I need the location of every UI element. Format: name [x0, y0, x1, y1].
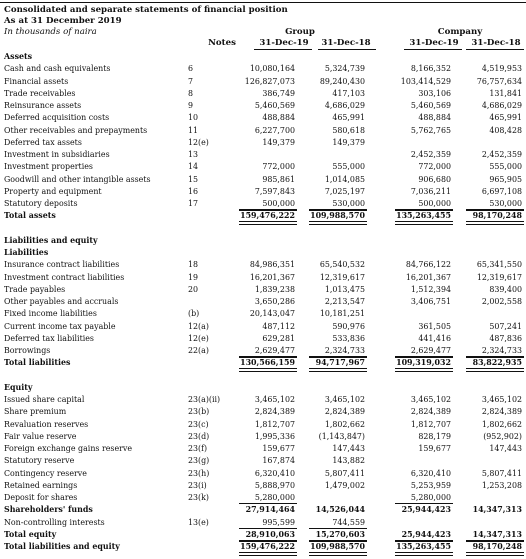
double-underline	[309, 552, 367, 556]
note-reference: 23(g)	[188, 456, 210, 466]
amount-cell: 6,227,700	[254, 125, 295, 135]
row-label: Deferred tax assets	[4, 137, 82, 147]
amount-cell: 5,807,411	[324, 468, 365, 478]
note-reference: 23(i)	[188, 480, 207, 490]
amount-cell: 76,757,634	[476, 76, 522, 86]
amount-cell: 5,762,765	[410, 125, 451, 135]
amount-cell: 5,460,569	[410, 101, 451, 110]
amount-cell: 14,347,313	[472, 505, 522, 515]
note-reference: 23(a)(ii)	[188, 395, 221, 404]
amount-cell: 2,452,359	[410, 150, 451, 159]
table-row	[0, 432, 526, 442]
total-row	[0, 505, 526, 515]
amount-cell: 25,944,423	[401, 505, 451, 515]
amount-cell: 1,802,662	[481, 419, 522, 429]
amount-cell: 131,841	[489, 88, 522, 98]
amount-cell: 2,824,389	[481, 407, 522, 417]
row-label: Retained earnings	[4, 480, 78, 490]
amount-cell: 985,861	[262, 174, 295, 184]
row-label: Current income tax payable	[4, 321, 116, 331]
amount-cell: 772,000	[262, 162, 295, 172]
row-label: Total liabilities	[4, 358, 71, 368]
amount-cell: 4,686,029	[481, 101, 522, 110]
note-reference: 12(e)	[188, 333, 209, 343]
table-row	[0, 444, 526, 454]
row-label: Equity	[4, 382, 33, 392]
header-rule-4	[466, 49, 524, 50]
amount-cell: 7,025,197	[324, 186, 365, 196]
row-label: Statutory deposits	[4, 199, 78, 208]
amount-cell: 12,319,617	[319, 272, 365, 282]
amount-cell: 10,181,251	[319, 309, 365, 319]
subtotal-rule	[239, 503, 297, 504]
table-row	[0, 113, 526, 123]
amount-cell: 408,428	[489, 125, 522, 135]
row-label: Revaluation reserves	[4, 419, 89, 429]
row-label: Statutory reserve	[4, 456, 75, 466]
row-label: Borrowings	[4, 346, 51, 355]
total-rule	[466, 357, 524, 358]
amount-cell: 14,526,044	[315, 505, 365, 515]
amount-cell: 487,112	[262, 321, 295, 331]
amount-cell: 2,452,359	[481, 150, 522, 159]
amount-cell: 488,884	[418, 113, 451, 123]
amount-cell: 965,905	[489, 174, 522, 184]
amount-cell: 94,717,967	[315, 358, 365, 368]
amount-cell: 130,566,159	[240, 358, 295, 368]
amount-cell: 25,944,423	[401, 529, 451, 539]
total-rule	[309, 541, 367, 542]
row-label: Goodwill and other intangible assets	[4, 174, 151, 184]
table-row	[0, 493, 526, 503]
amount-cell: 2,629,477	[410, 346, 451, 355]
amount-cell: 2,824,389	[254, 407, 295, 417]
currency-note: In thousands of naira	[4, 27, 97, 37]
amount-cell: 98,170,248	[472, 211, 522, 221]
amount-cell: 147,443	[489, 444, 522, 453]
row-label: Assets	[4, 52, 33, 61]
amount-cell: 8,166,352	[410, 64, 451, 74]
amount-cell: 135,263,455	[396, 542, 451, 551]
amount-cell: 2,002,558	[481, 297, 522, 306]
amount-cell: 109,319,032	[396, 358, 451, 368]
amount-cell: 1,013,475	[324, 284, 365, 294]
note-reference: 13(e)	[188, 517, 209, 527]
company-header: Company	[437, 27, 483, 37]
amount-cell: 6,320,410	[410, 468, 451, 478]
total-row	[0, 530, 526, 540]
amount-cell: 16,201,367	[405, 272, 451, 282]
amount-cell: 3,465,102	[324, 395, 365, 404]
amount-cell: 555,000	[332, 162, 365, 172]
amount-cell: 65,341,550	[476, 260, 522, 270]
amount-cell: 126,827,073	[244, 76, 295, 86]
amount-cell: 14,347,313	[472, 529, 522, 539]
total-rule	[466, 210, 524, 211]
amount-cell: 906,680	[418, 174, 451, 184]
row-label: Issued share capital	[4, 395, 85, 404]
amount-cell: 3,650,286	[254, 297, 295, 306]
row-label: Deposit for shares	[4, 493, 78, 502]
amount-cell: 15,270,603	[315, 529, 365, 539]
amount-cell: 1,479,002	[324, 480, 365, 490]
amount-cell: 159,677	[418, 444, 451, 453]
amount-cell: 135,263,455	[396, 211, 451, 221]
row-label: Property and equipment	[4, 186, 102, 196]
amount-cell: 149,379	[332, 137, 365, 147]
table-row	[0, 518, 526, 528]
double-underline	[466, 552, 524, 556]
amount-cell: 1,812,707	[410, 419, 451, 429]
note-reference: 12(a)	[188, 321, 209, 331]
amount-cell: 1,802,662	[324, 419, 365, 429]
row-label: Trade receivables	[4, 88, 76, 98]
amount-cell: 417,103	[332, 88, 365, 98]
amount-cell: 12,319,617	[476, 272, 522, 282]
amount-cell: 83,822,935	[472, 358, 522, 368]
double-underline	[395, 552, 453, 556]
spacer-row	[0, 371, 526, 381]
amount-cell: 84,766,122	[405, 260, 451, 270]
note-reference: 14	[188, 162, 199, 172]
note-reference: 23(f)	[188, 444, 208, 453]
double-underline	[239, 552, 297, 556]
amount-cell: 1,014,085	[324, 174, 365, 184]
amount-cell: 5,280,000	[254, 493, 295, 502]
amount-cell: 159,476,222	[240, 542, 295, 551]
note-reference: 22(a)	[188, 346, 209, 355]
amount-cell: 5,807,411	[481, 468, 522, 478]
amount-cell: 28,910,063	[245, 529, 295, 539]
amount-cell: 3,465,102	[254, 395, 295, 404]
section-heading	[0, 383, 526, 393]
amount-cell: 2,213,547	[324, 297, 365, 306]
row-label: Total assets	[4, 211, 56, 221]
amount-cell: 20,143,047	[249, 309, 295, 319]
table-row	[0, 273, 526, 283]
total-rule	[239, 210, 297, 211]
note-reference: 8	[188, 88, 194, 98]
amount-cell: 580,618	[332, 125, 365, 135]
table-row	[0, 126, 526, 136]
company-2019-header: 31-Dec-19	[409, 38, 459, 48]
amount-cell: 7,036,211	[410, 186, 451, 196]
row-label: Contingency reserve	[4, 468, 87, 478]
amount-cell: 65,540,532	[319, 260, 365, 270]
amount-cell: 7,597,843	[254, 186, 295, 196]
row-label: Trade payables	[4, 284, 66, 294]
total-rule	[466, 541, 524, 542]
statement-title: Consolidated and separate statements of financial position	[4, 5, 288, 15]
amount-cell: 488,884	[262, 113, 295, 123]
total-rule	[395, 210, 453, 211]
note-reference: 19	[188, 272, 199, 282]
row-label: Insurance contract liabilities	[4, 260, 120, 270]
amount-cell: 590,976	[332, 321, 365, 331]
amount-cell: 27,914,464	[245, 505, 295, 515]
amount-cell: 507,241	[489, 321, 522, 331]
amount-cell: 10,080,164	[249, 64, 295, 74]
total-row	[0, 358, 526, 368]
note-reference: 16	[188, 186, 199, 196]
row-label: Shareholders' funds	[4, 505, 93, 515]
subtotal-rule	[239, 528, 297, 529]
row-label: Liabilities and equity	[4, 235, 98, 245]
amount-cell: 303,106	[418, 88, 451, 98]
row-label: Total liabilities and equity	[4, 542, 120, 551]
amount-cell: 530,000	[332, 199, 365, 208]
amount-cell: 5,888,970	[254, 480, 295, 490]
total-rule	[395, 541, 453, 542]
row-label: Investment properties	[4, 162, 93, 172]
row-label: Fair value reserve	[4, 431, 77, 441]
total-rule	[239, 541, 297, 542]
note-reference: 23(k)	[188, 493, 209, 502]
amount-cell: 109,988,570	[310, 211, 365, 221]
amount-cell: 6,697,108	[481, 186, 522, 196]
table-row	[0, 175, 526, 185]
amount-cell: 1,253,208	[481, 480, 522, 490]
total-row	[0, 211, 526, 221]
row-label: Reinsurance assets	[4, 101, 82, 110]
note-reference: (b)	[188, 309, 200, 319]
table-row	[0, 322, 526, 332]
amount-cell: 3,465,102	[410, 395, 451, 404]
row-label: Deferred tax liabilities	[4, 333, 94, 343]
amount-cell: 5,324,739	[324, 64, 365, 74]
amount-cell: 441,416	[418, 333, 451, 343]
row-label: Financial assets	[4, 76, 69, 86]
row-label: Deferred acquisition costs	[4, 113, 110, 123]
amount-cell: 995,599	[262, 517, 295, 527]
header-rule-3	[404, 49, 462, 50]
table-row	[0, 334, 526, 344]
amount-cell: 6,320,410	[254, 468, 295, 478]
row-label: Fixed income liabilities	[4, 309, 97, 319]
table-row	[0, 420, 526, 430]
amount-cell: 3,465,102	[481, 395, 522, 404]
table-row	[0, 297, 526, 307]
amount-cell: 1,812,707	[254, 419, 295, 429]
note-reference: 12(e)	[188, 137, 209, 147]
amount-cell: 159,476,222	[240, 211, 295, 221]
amount-cell: 465,991	[332, 113, 365, 123]
amount-cell: 1,512,394	[410, 284, 451, 294]
amount-cell: 159,677	[262, 444, 295, 453]
amount-cell: 2,324,733	[481, 346, 522, 355]
note-reference: 23(c)	[188, 419, 209, 429]
note-reference: 23(h)	[188, 468, 210, 478]
amount-cell: 386,749	[262, 88, 295, 98]
table-row	[0, 150, 526, 160]
amount-cell: 2,824,389	[324, 407, 365, 417]
table-row	[0, 77, 526, 87]
table-row	[0, 64, 526, 74]
amount-cell: 2,629,477	[254, 346, 295, 355]
row-label: Cash and cash equivalents	[4, 64, 111, 74]
amount-cell: 828,179	[418, 431, 451, 441]
table-row	[0, 456, 526, 466]
note-reference: 15	[188, 174, 199, 184]
table-row	[0, 346, 526, 356]
row-label: Share premium	[4, 407, 67, 417]
row-label: Investment contract liabilities	[4, 272, 125, 282]
row-label: Non-controlling interests	[4, 517, 105, 527]
table-row	[0, 285, 526, 295]
amount-cell: 1,839,238	[254, 284, 295, 294]
amount-cell: 361,505	[418, 321, 451, 331]
amount-cell: 1,995,336	[254, 431, 295, 441]
amount-cell: 465,991	[489, 113, 522, 123]
spacer-row	[0, 224, 526, 234]
row-label: Liabilities	[4, 248, 49, 257]
table-row	[0, 199, 526, 209]
amount-cell: 4,686,029	[324, 101, 365, 110]
amount-cell: 109,988,570	[310, 542, 365, 551]
amount-cell: 98,170,248	[472, 542, 522, 551]
table-row	[0, 138, 526, 148]
note-reference: 23(d)	[188, 431, 210, 441]
notes-header: Notes	[208, 38, 236, 48]
amount-cell: 16,201,367	[249, 272, 295, 282]
table-row	[0, 101, 526, 111]
table-row	[0, 469, 526, 479]
amount-cell: 629,281	[262, 333, 295, 343]
table-row	[0, 309, 526, 319]
amount-cell: 149,379	[262, 137, 295, 147]
amount-cell: 839,400	[489, 284, 522, 294]
group-2018-header: 31-Dec-18	[321, 38, 371, 48]
amount-cell: 5,460,569	[254, 101, 295, 110]
table-row	[0, 260, 526, 270]
header-rule-1	[254, 49, 312, 50]
note-reference: 9	[188, 101, 194, 110]
note-reference: 13	[188, 150, 199, 159]
amount-cell: 487,836	[489, 333, 522, 343]
section-heading	[0, 248, 526, 258]
total-rule	[309, 210, 367, 211]
amount-cell: 530,000	[489, 199, 522, 208]
table-row	[0, 407, 526, 417]
amount-cell: 2,324,733	[324, 346, 365, 355]
amount-cell: 103,414,529	[400, 76, 451, 86]
section-heading	[0, 52, 526, 62]
top-rule	[0, 2, 526, 3]
company-2018-header: 31-Dec-18	[471, 38, 521, 48]
note-reference: 20	[188, 284, 199, 294]
row-label: Investment in subsidiaries	[4, 150, 110, 159]
amount-cell: 500,000	[418, 199, 451, 208]
amount-cell: 3,406,751	[410, 297, 451, 306]
row-label: Other payables and accruals	[4, 297, 119, 306]
amount-cell: 5,280,000	[410, 493, 451, 502]
amount-cell: (952,902)	[483, 431, 522, 441]
total-rule	[395, 357, 453, 358]
amount-cell: 2,824,389	[410, 407, 451, 417]
row-label: Foreign exchange gains reserve	[4, 444, 133, 453]
amount-cell: 500,000	[262, 199, 295, 208]
note-reference: 7	[188, 76, 194, 86]
amount-cell: 533,836	[332, 333, 365, 343]
total-rule	[239, 357, 297, 358]
amount-cell: 744,559	[332, 517, 365, 527]
row-label: Total equity	[4, 529, 57, 539]
note-reference: 6	[188, 64, 194, 74]
statement-date: As at 31 December 2019	[4, 16, 122, 26]
section-heading	[0, 236, 526, 246]
note-reference: 23(b)	[188, 407, 210, 417]
amount-cell: 555,000	[489, 162, 522, 172]
amount-cell: 5,253,959	[410, 480, 451, 490]
total-rule	[309, 357, 367, 358]
amount-cell: 772,000	[418, 162, 451, 172]
note-reference: 18	[188, 260, 199, 270]
table-row	[0, 187, 526, 197]
note-reference: 11	[188, 125, 199, 135]
table-row	[0, 481, 526, 491]
amount-cell: 167,874	[262, 456, 295, 466]
subtotal-rule	[309, 528, 367, 529]
header-rule-2	[318, 49, 376, 50]
table-row	[0, 395, 526, 405]
note-reference: 17	[188, 199, 199, 208]
amount-cell: (1,143,847)	[318, 431, 365, 441]
table-row	[0, 162, 526, 172]
subtotal-rule	[395, 503, 453, 504]
total-row	[0, 542, 526, 552]
note-reference: 10	[188, 113, 199, 123]
row-label: Other receivables and prepayments	[4, 125, 148, 135]
amount-cell: 143,882	[332, 456, 365, 466]
amount-cell: 89,240,430	[319, 76, 365, 86]
group-header: Group	[285, 27, 315, 37]
group-2019-header: 31-Dec-19	[259, 38, 309, 48]
amount-cell: 84,986,351	[249, 260, 295, 270]
amount-cell: 4,519,953	[481, 64, 522, 74]
amount-cell: 147,443	[332, 444, 365, 453]
table-row	[0, 89, 526, 99]
